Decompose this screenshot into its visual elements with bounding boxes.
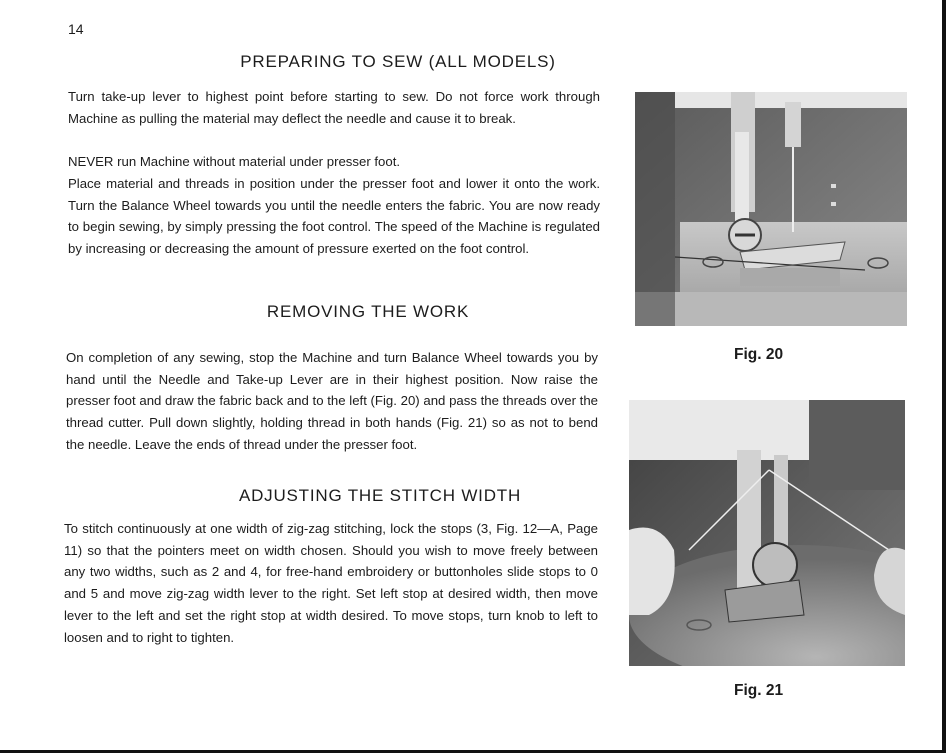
heading-removing-the-work: REMOVING THE WORK [266,302,470,321]
figure-21-photo [629,400,905,666]
paragraph-stitch-width: To stitch continuously at one width of zig-zag stitching, lock the stops (3, Fig. 12—A, Page 11) so that the pointers meet on width chosen. Should you wish to move freely between any two widths, such as 2 and 4, for free-hand embroidery or buttonholes slide stops to 0 and 5 and move zig-zag width lever to the right. Set left stop at desired width, then move lever to the left and set the right stop at width desired. To move stops, turn knob to left to loosen and to right to tighten. [64,521,598,645]
heading-adjusting-stitch-width: ADJUSTING THE STITCH WIDTH [238,486,522,505]
figure-21-caption: Fig. 21 [734,682,784,699]
paragraph-place-material: Place material and threads in position under the presser foot and lower it onto the work. Turn the Balance Wheel towards you until the needle enters the fabric. You are now ready to begin sewing, by simply pressing the foot control. The speed of the Machine is regulated by increasing or decreasing the amount of pressure exerted on the foot control. [68,176,600,257]
paragraph-take-up-lever: Turn take-up lever to highest point before starting to sew. Do not force work through Machine as pulling the material may deflect the needle and cause it to break. [68,89,600,126]
paragraph-removing-work: On completion of any sewing, stop the Machine and turn Balance Wheel towards you by hand until the Needle and Take-up Lever are in their highest position. Now raise the presser foot and draw the fabric back and to the left (Fig. 20) and pass the threads over the thread cutter. Pull down slightly, holding thread in both hands (Fig. 21) so as not to bend the needle. Leave the ends of thread under the presser foot. [66,350,598,452]
page-number: 14 [68,21,84,37]
figure-20-photo [635,92,907,326]
figure-20-caption: Fig. 20 [734,346,784,363]
paragraph-never-run: NEVER run Machine without material under presser foot. [68,154,401,169]
heading-preparing-to-sew: PREPARING TO SEW (ALL MODELS) [240,52,556,71]
page-edge-right [942,0,946,753]
